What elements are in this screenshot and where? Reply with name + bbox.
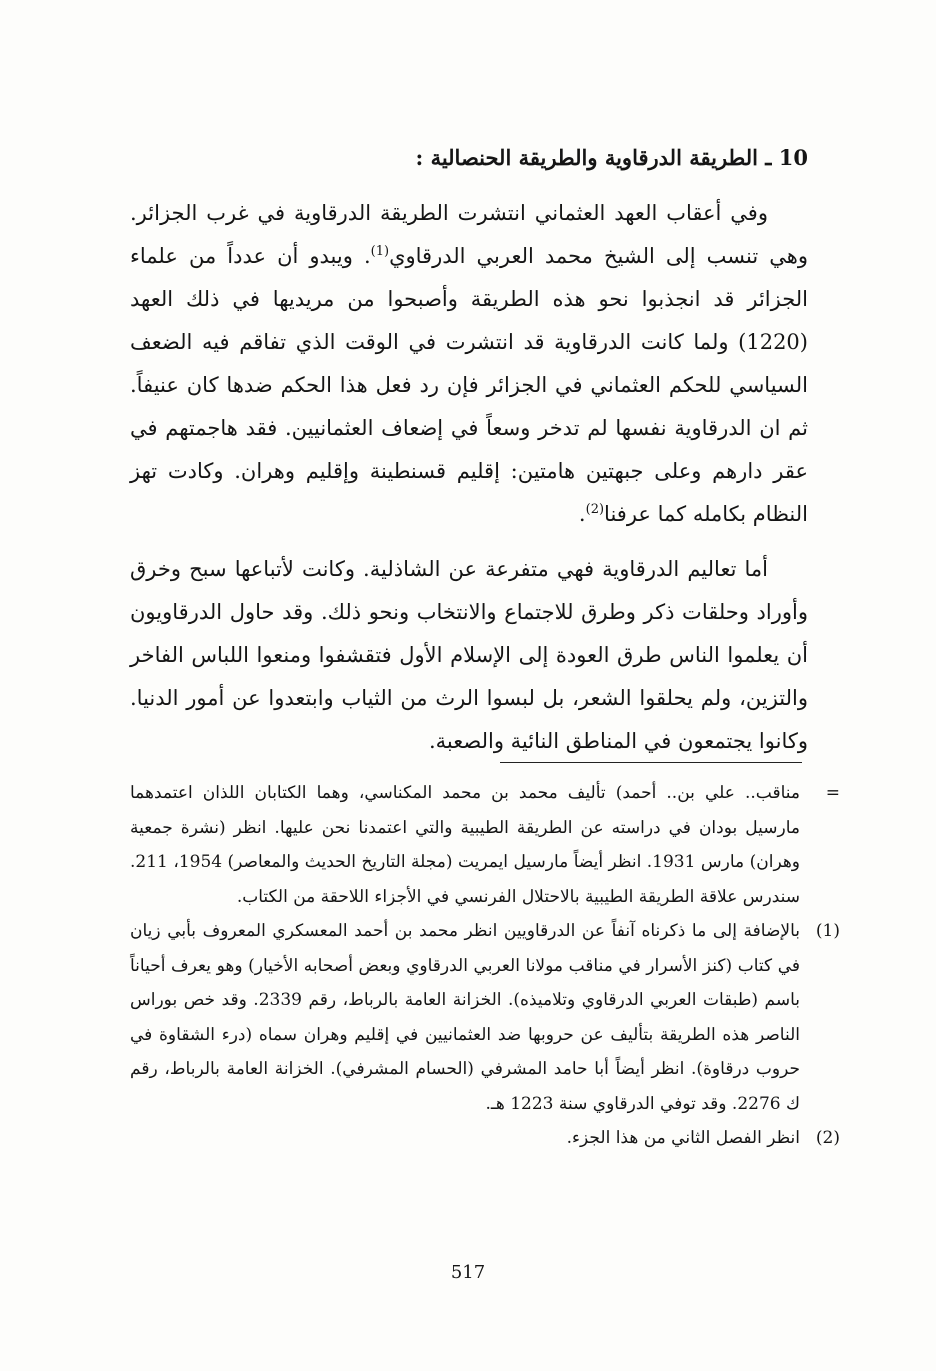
- footnotes: [130, 776, 840, 1156]
- footnote-text: بالإضافة إلى ما ذكرناه آنفاً عن الدرقاويين انظر محمد بن أحمد المعسكري المعروف بأبي زيان في كتاب (كنز الأسرار في مناقب مولانا العربي الدرقاوي وبعض أصحابه الأخيار) وهو يعرف أحياناً باسم (طبقات العربي الدرقاوي وتلاميذه). الخزانة العامة بالرباط، رقم 2339. وقد خص بوراس الناصر هذه الطريقة بتأليف عن حروبها ضد العثمانيين في إقليم وهران سماه (درء الشقاوة في حروب درقاوة). انظر أيضاً أبا حامد المشرفي (الحسام المشرفي). الخزانة العامة بالرباط، رقم ك 2276. وقد توفي الدرقاوي سنة 1223 هـ.: [130, 921, 800, 1114]
- footnote-continued: [130, 776, 840, 914]
- page-number: 517: [450, 1262, 486, 1283]
- footnote-1: [130, 914, 840, 1121]
- footnote-separator: [500, 762, 802, 763]
- footnote-text: مناقب.. علي بن.. أحمد) تأليف محمد بن محمد المكناسي، وهما الكتابان اللذان اعتمدهما مارسيل بودان في دراسته عن الطريقة الطيبية والتي اعتمدنا نحن عليها. انظر (نشرة جمعية وهران) مارس 1931. انظر أيضاً مارسيل ايمريت (مجلة التاريخ الحديث والمعاصر) 1954، 211. سندرس علاقة الطريقة الطيبية بالاحتلال الفرنسي في الأجزاء اللاحقة من الكتاب.: [130, 783, 800, 907]
- footnote-ref-2[interactable]: (2): [585, 502, 605, 517]
- body-paragraph-1: [130, 192, 808, 536]
- paragraph-1-text-c: .: [578, 502, 586, 526]
- paragraph-1-text-a: وفي أعقاب العهد العثماني انتشرت الطريقة الدرقاوية في غرب الجزائر. وهي تنسب إلى الشيخ محمد العربي الدرقاوي: [130, 201, 808, 268]
- footnote-ref-1[interactable]: (1): [370, 244, 390, 259]
- paragraph-1-text-b: . ويبدو أن عدداً من علماء الجزائر قد انجذبوا نحو هذه الطريقة وأصبحوا من مريديها في ذلك العهد (1220) ولما كانت الدرقاوية قد انتشرت في الوقت الذي تفاقم فيه الضعف السياسي للحكم العثماني في الجزائر فإن رد فعل هذا الحكم ضدها كان عنيفاً. ثم ان الدرقاوية نفسها لم تدخر وسعاً في إضعاف العثمانيين. فقد هاجمتهم في عقر دارهم وعلى جبهتين هامتين: إقليم قسنطينة وإقليم وهران. وكادت تهز النظام بكامله كما عرفنا: [130, 244, 808, 526]
- footnote-marker: (1): [815, 921, 840, 941]
- section-heading: 10 ـ الطريقة الدرقاوية والطريقة الحنصالية :: [415, 145, 808, 170]
- footnote-marker: (2): [815, 1128, 840, 1148]
- paragraph-2-text: أما تعاليم الدرقاوية فهي متفرعة عن الشاذلية. وكانت لأتباعها سبح وخرق وأوراد وحلقات ذكر وطرق للاجتماع والانتخاب ونحو ذلك. وقد حاول الدرقاويون أن يعلموا الناس طرق العودة إلى الإسلام الأول فتقشفوا ومنعوا اللباس الفاخر والتزين، ولم يحلقوا الشعر، بل لبسوا الرث من الثياب وابتعدوا عن أمور الدنيا. وكانوا يجتمعون في المناطق النائية والصعبة.: [130, 557, 808, 753]
- footnote-text: انظر الفصل الثاني من هذا الجزء.: [566, 1128, 800, 1148]
- footnote-marker: =: [825, 783, 840, 803]
- body-paragraph-2: [130, 548, 808, 763]
- footnote-2: [130, 1121, 840, 1156]
